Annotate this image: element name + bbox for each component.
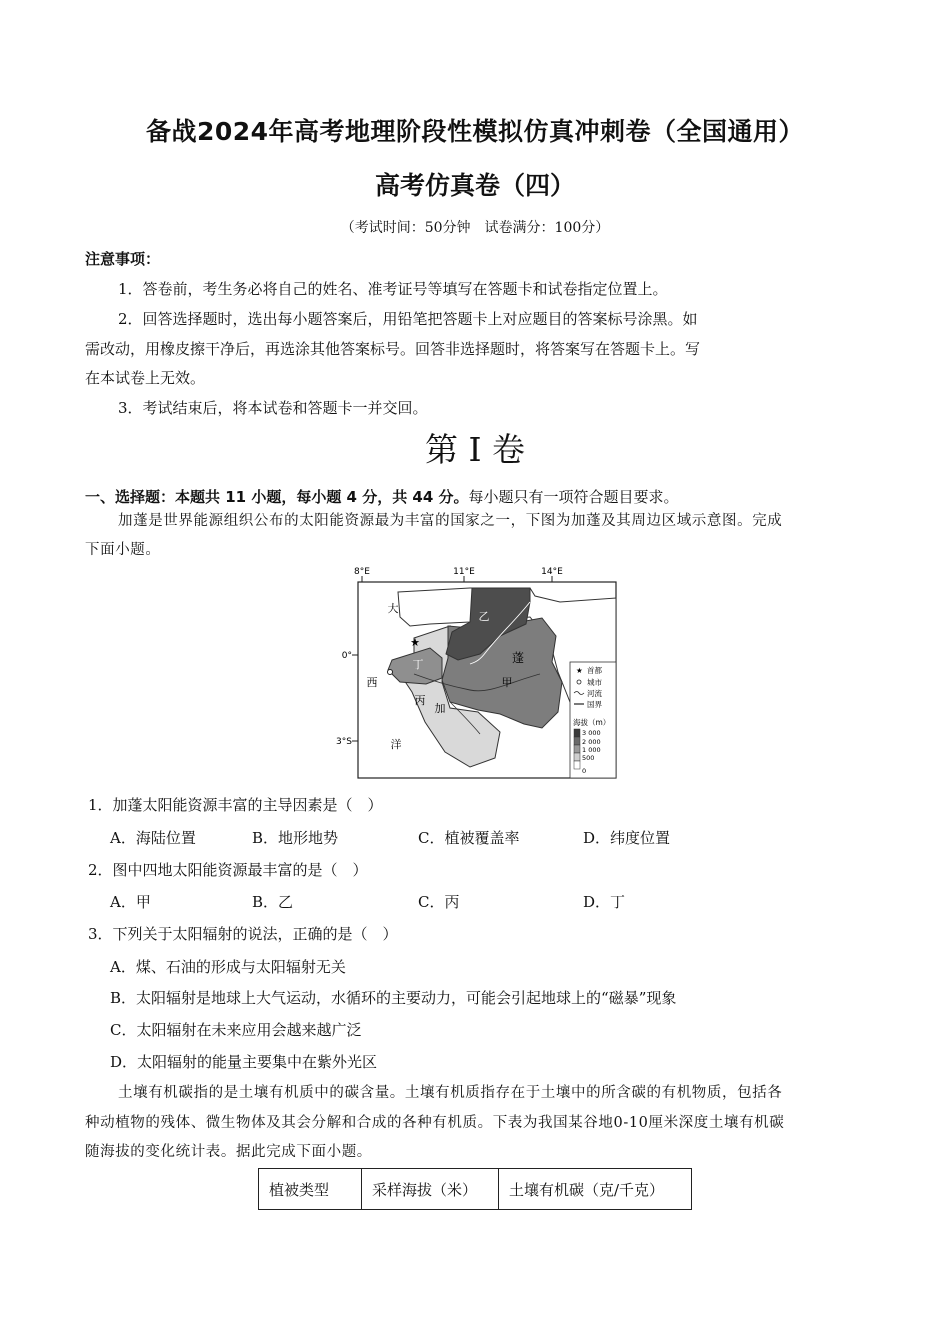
legend-elev-2000: 2 000 <box>582 738 601 746</box>
section-intro-line-2: 下面小题。 <box>85 542 161 558</box>
question-3-option-c[interactable]: C．太阳辐射在未来应用会越来越广泛 <box>110 1021 362 1039</box>
table-header-row <box>259 1169 692 1210</box>
label-yang: 洋 <box>390 738 402 751</box>
question-3-stem: 3．下列关于太阳辐射的说法，正确的是（ ） <box>88 925 398 943</box>
label-ding: 丁 <box>412 658 424 671</box>
document-subtitle: 高考仿真卷（四） <box>374 171 575 200</box>
question-3-option-a[interactable]: A．煤、石油的形成与太阳辐射无关 <box>110 958 346 976</box>
note-item-1: 1．答卷前，考生务必将自己的姓名、准考证号等填写在答题卡和试卷指定位置上。 <box>118 280 668 298</box>
lon-label-11e: 11°E <box>453 567 475 577</box>
legend-capital: 首都 <box>587 666 602 675</box>
note-item-2-line-1: 2．回答选择题时，选出每小题答案后，用铅笔把答题卡上对应题目的答案标号涂黑。如 <box>118 310 698 328</box>
legend-elev-3000: 3 000 <box>582 729 601 737</box>
city-icon <box>388 670 393 675</box>
notes-heading: 注意事项： <box>85 250 161 268</box>
question-1-stem: 1．加蓬太阳能资源丰富的主导因素是（ ） <box>88 796 383 814</box>
gabon-map <box>330 562 620 784</box>
lon-label-14e: 14°E <box>541 567 563 577</box>
question-2-option-c[interactable]: C．丙 <box>418 893 460 911</box>
soil-intro-line-2: 种动植物的残体、微生物体及其会分解和合成的各种有机质。下表为我国某谷地0-10厘米深度土壤有机碳 <box>85 1115 785 1131</box>
question-2-option-a[interactable]: A．甲 <box>110 893 151 911</box>
question-1-option-b[interactable]: B．地形地势 <box>252 829 339 847</box>
table-header-altitude: 采样海拔（米） <box>362 1169 499 1210</box>
section-intro-line-1: 加蓬是世界能源组织公布的太阳能资源最为丰富的国家之一，下图为加蓬及其周边区域示意图。完成 <box>118 513 783 529</box>
section-heading-bold: 一、选择题：本题共 11 小题，每小题 4 分，共 44 分。 <box>85 488 469 506</box>
legend-river: 河流 <box>587 689 602 698</box>
soil-intro-line-1: 土壤有机碳指的是土壤有机质中的碳含量。土壤有机质指存在于土壤中的所含碳的有机物质，包括各 <box>118 1085 783 1101</box>
legend-elev-500: 500 <box>582 754 595 762</box>
legend-elev-0: 0 <box>582 767 587 775</box>
legend-elev-1000: 1 000 <box>582 746 601 754</box>
exam-info: （考试时间：50分钟 试卷满分：100分） <box>340 220 610 236</box>
label-jia: 甲 <box>501 676 513 689</box>
note-item-2-line-2: 需改动，用橡皮擦干净后，再选涂其他答案标号。回答非选择题时，将答案写在答题卡上。写 <box>85 340 701 358</box>
table-header-vegetation: 植被类型 <box>259 1169 362 1210</box>
volume-title: 第 I 卷 <box>424 430 525 469</box>
question-1-option-d[interactable]: D．纬度位置 <box>583 829 671 847</box>
legend-city: 城市 <box>587 678 602 687</box>
capital-star-icon: ★ <box>410 636 420 649</box>
label-peng: 蓬 <box>511 651 525 665</box>
document-title: 备战2024年高考地理阶段性模拟仿真冲刺卷（全国通用） <box>145 117 805 146</box>
question-1-option-a[interactable]: A．海陆位置 <box>110 829 196 847</box>
lon-label-8e: 8°E <box>354 567 370 577</box>
lat-label-3s: 3°S <box>336 737 352 747</box>
note-item-3: 3．考试结束后，将本试卷和答题卡一并交回。 <box>118 399 428 417</box>
section-heading-rest: 每小题只有一项符合题目要求。 <box>468 488 679 506</box>
soil-carbon-table <box>258 1168 692 1210</box>
legend-border: 国界 <box>587 700 602 709</box>
label-xi: 西 <box>366 676 378 689</box>
note-item-2-line-3: 在本试卷上无效。 <box>85 369 206 387</box>
section-heading <box>85 486 679 507</box>
legend-elev-title: 海拔（m） <box>573 718 611 727</box>
question-2-option-b[interactable]: B．乙 <box>252 893 294 911</box>
legend-city-icon <box>577 680 581 684</box>
question-1-option-c[interactable]: C．植被覆盖率 <box>418 829 520 847</box>
label-bing: 丙 <box>414 694 426 707</box>
table-header-soil-carbon: 土壤有机碳（克/千克） <box>499 1169 692 1210</box>
question-2-stem: 2．图中四地太阳能资源最丰富的是（ ） <box>88 861 368 879</box>
label-jia2: 加 <box>434 702 446 715</box>
question-2-option-d[interactable]: D．丁 <box>583 893 626 911</box>
question-3-option-d[interactable]: D．太阳辐射的能量主要集中在紫外光区 <box>110 1053 378 1071</box>
question-3-option-b[interactable]: B．太阳辐射是地球上大气运动，水循环的主要动力，可能会引起地球上的“磁暴”现象 <box>110 989 677 1007</box>
label-da: 大 <box>387 602 399 615</box>
soil-intro-line-3: 随海拔的变化统计表。据此完成下面小题。 <box>85 1144 372 1160</box>
lat-label-0: 0° <box>341 651 352 661</box>
legend-star-icon: ★ <box>576 666 583 675</box>
label-yi: 乙 <box>478 610 490 623</box>
